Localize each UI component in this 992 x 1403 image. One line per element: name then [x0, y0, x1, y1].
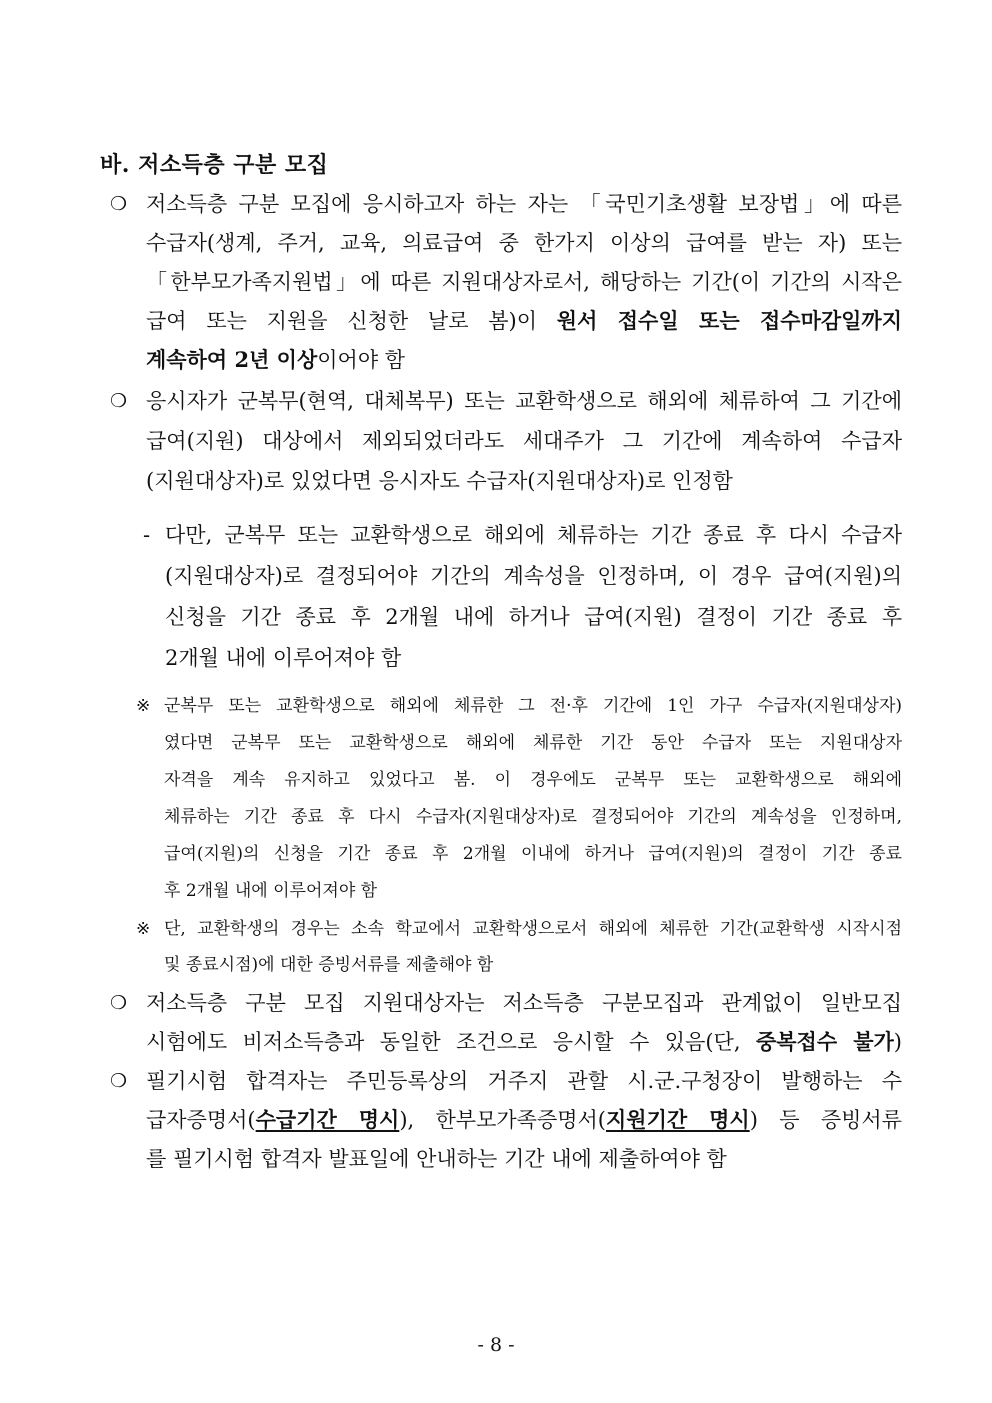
emphasis-text: 계속하여 2년 이상: [146, 347, 318, 372]
paragraph-text: 급여 또는 지원을 신청한 날로 봄)이: [146, 309, 557, 333]
paragraph-line: 응시자가 군복무(현역, 대체복무) 또는 교환학생으로 해외에 체류하여 그 기간에: [146, 389, 902, 413]
note-line: 체류하는 기간 종료 후 다시 수급자(지원대상자)로 결정되어야 기간의 계속성을 인정하며,: [164, 807, 902, 827]
paragraph-line: [146, 1028, 902, 1056]
note-line: 후 2개월 내에 이루어져야 함: [164, 881, 378, 901]
paragraph-text: ): [893, 1030, 902, 1054]
paragraph-line: (지원대상자)로 결정되어야 기간의 계속성을 인정하며, 이 경우 급여(지원)의: [165, 564, 902, 588]
paragraph-line: 급여(지원) 대상에서 제외되었더라도 세대주가 그 기간에 계속하여 수급자: [146, 429, 902, 453]
bullet-mark: ❍: [110, 1070, 128, 1092]
paragraph-text: ), 한부모가족증명서(: [399, 1108, 606, 1132]
bullet-mark: ❍: [110, 992, 128, 1014]
paragraph-line: 「한부모가족지원법」에 따른 지원대상자로서, 해당하는 기간(이 기간의 시작은: [146, 270, 902, 294]
bullet-mark: ❍: [110, 390, 128, 412]
dash-mark: -: [143, 523, 151, 547]
underlined-emphasis: 수급기간 명시: [255, 1107, 400, 1132]
section-heading: 바. 저소득층 구분 모집: [100, 152, 329, 178]
note-line: 였다면 군복무 또는 교환학생으로 해외에 체류한 기간 동안 수급자 또는 지원대상자: [164, 733, 902, 753]
paragraph-line: 신청을 기간 종료 후 2개월 내에 하거나 급여(지원) 결정이 기간 종료 후: [165, 605, 902, 629]
paragraph-line: [146, 307, 902, 335]
note-line: 급여(지원)의 신청을 기간 종료 후 2개월 이내에 하거나 급여(지원)의 결정이 기간 종료: [164, 844, 902, 864]
paragraph-text: 시험에도 비저소득층과 동일한 조건으로 응시할 수 있음(단,: [146, 1030, 756, 1054]
paragraph-line: 를 필기시험 합격자 발표일에 안내하는 기간 내에 제출하여야 함: [146, 1147, 727, 1171]
paragraph-line: 저소득층 구분 모집에 응시하고자 하는 자는 「국민기초생활 보장법」에 따른: [146, 192, 902, 216]
note-line: 자격을 계속 유지하고 있었다고 봄. 이 경우에도 군복무 또는 교환학생으로 해외에: [164, 770, 902, 790]
emphasis-text: 중복접수 불가: [755, 1029, 894, 1054]
paragraph-line: [146, 1106, 902, 1134]
paragraph-line: 저소득층 구분 모집 지원대상자는 저소득층 구분모집과 관계없이 일반모집: [146, 991, 902, 1015]
paragraph-line: 2개월 내에 이루어져야 함: [165, 646, 402, 670]
bullet-mark: ❍: [110, 193, 128, 215]
paragraph-line: 수급자(생계, 주거, 교육, 의료급여 중 한가지 이상의 급여를 받는 자) 또는: [146, 231, 902, 255]
page-number: - 8 -: [477, 1334, 515, 1356]
underlined-emphasis: 지원기간 명시: [606, 1107, 750, 1132]
paragraph-text: ) 등 증빙서류: [749, 1108, 902, 1132]
paragraph-line: (지원대상자)로 있었다면 응시자도 수급자(지원대상자)로 인정함: [146, 469, 733, 493]
paragraph-text: 급자증명서(: [146, 1108, 256, 1132]
paragraph-line: [146, 346, 405, 374]
paragraph-text: 이어야 함: [317, 348, 406, 372]
note-line: 단, 교환학생의 경우는 소속 학교에서 교환학생으로서 해외에 체류한 기간(교환학생 시작시점: [164, 919, 902, 939]
paragraph-line: 다만, 군복무 또는 교환학생으로 해외에 체류하는 기간 종료 후 다시 수급자: [165, 523, 902, 547]
emphasis-text: 원서 접수일 또는 접수마감일까지: [556, 308, 903, 333]
note-mark: ※: [136, 696, 151, 716]
note-line: 및 종료시점)에 대한 증빙서류를 제출해야 함: [164, 955, 494, 975]
paragraph-line: 필기시험 합격자는 주민등록상의 거주지 관할 시.군.구청장이 발행하는 수: [146, 1069, 902, 1093]
note-line: 군복무 또는 교환학생으로 해외에 체류한 그 전·후 기간에 1인 가구 수급자(지원대상자): [164, 696, 902, 716]
note-mark: ※: [136, 919, 151, 939]
